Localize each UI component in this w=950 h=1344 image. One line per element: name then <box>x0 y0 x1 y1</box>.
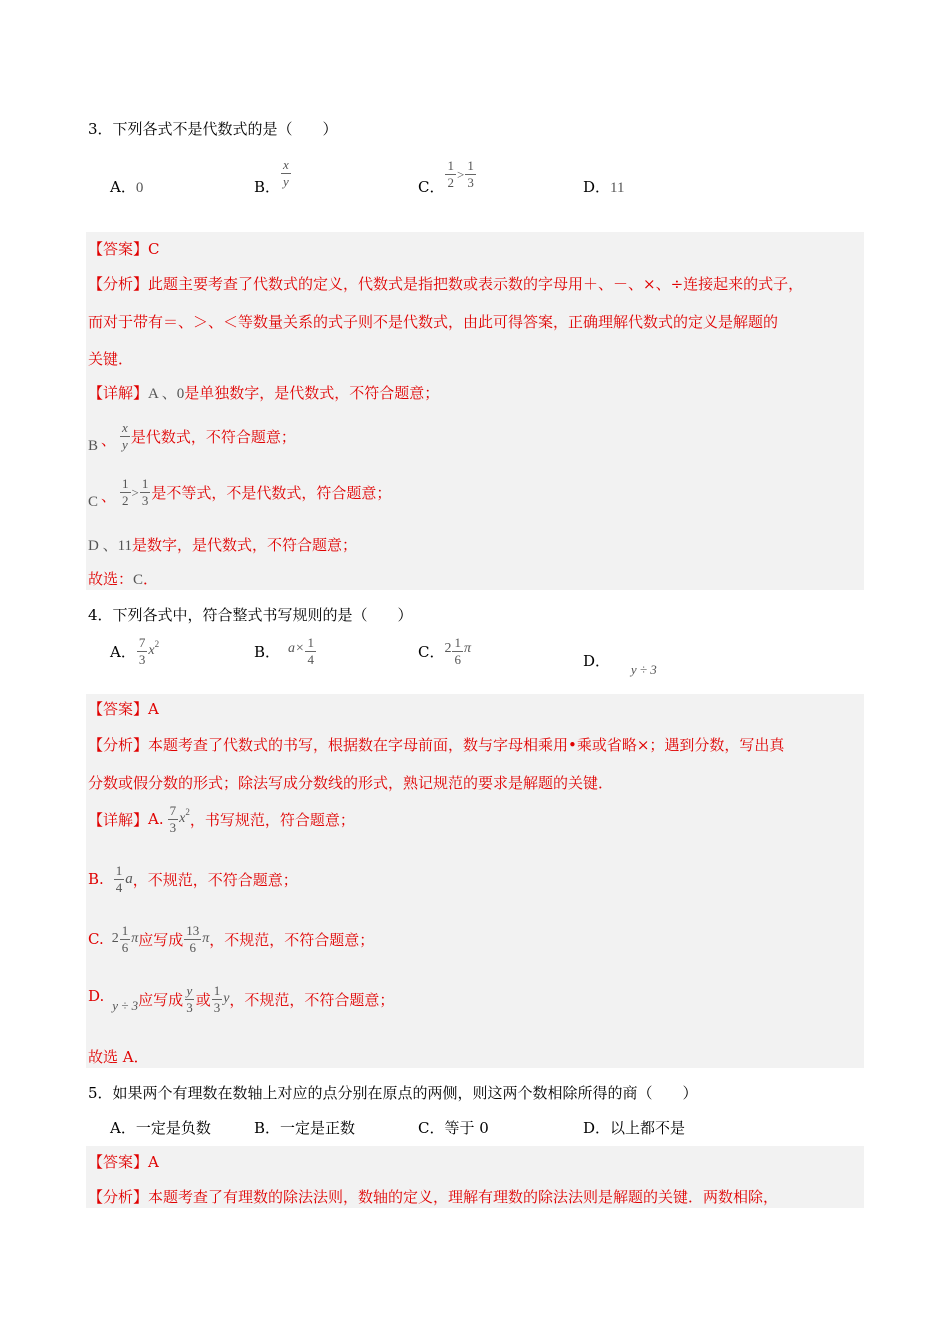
option-label: A． <box>110 642 136 661</box>
fraction: $\frac{x}{y}$ <box>122 420 128 452</box>
fraction: $\frac{7}{3}$ <box>169 803 177 835</box>
fraction: $\frac{1}{2}$ <box>122 476 129 508</box>
q5-option-c: C．等于 0 <box>418 1119 489 1137</box>
option-label: B． <box>254 642 281 661</box>
option-value: 0 <box>135 180 144 196</box>
q4-option-c: C． 2 $\frac{1}{6}$ π <box>418 635 471 667</box>
q3-answer: 【答案】C <box>88 240 160 258</box>
q3-detail-c: C 、 $\frac{1}{2}$ > $\frac{1}{3}$ 是不等式，不是代数式，符合题意； <box>88 476 392 510</box>
fraction: $\frac{1}{3}$ <box>141 476 149 508</box>
q3-option-c <box>418 152 477 197</box>
fraction: $\frac{x}{y}$ <box>283 157 289 189</box>
q4-analysis-1: 【分析】本题考查了代数式的书写，根据数在字母前面，数与字母相乘用•乘或省略×；遇到分数，写出真 <box>88 736 785 754</box>
q4-answer: 【答案】A <box>88 700 159 718</box>
option-label: C． <box>418 178 445 196</box>
fraction: $\frac{y}{3}$ <box>186 983 193 1015</box>
q3-analysis-3: 关键． <box>88 350 134 368</box>
fraction: $\frac{13}{6}$ <box>186 923 200 955</box>
fraction: $\frac{1}{3}$ <box>213 983 221 1015</box>
fraction: $\frac{1}{6}$ <box>454 635 461 667</box>
q3-stem: 3．下列各式不是代数式的是（ ） <box>88 120 338 138</box>
q5-option-b: B．一定是正数 <box>254 1119 356 1137</box>
q3-option-a <box>110 176 143 197</box>
operator: > <box>456 166 465 182</box>
q3-option-b <box>254 150 292 197</box>
fraction: $\frac{1}{4}$ <box>307 635 314 667</box>
q4-option-b: B． a× $\frac{1}{4}$ <box>254 635 314 667</box>
q5-option-a: A．一定是负数 <box>110 1119 211 1137</box>
q4-stem: 4．下列各式中，符合整式书写规则的是（ ） <box>88 606 413 624</box>
fraction: $\frac{1}{4}$ <box>115 863 123 895</box>
q4-detail-d: D. y ÷ 3 应写成 $\frac{y}{3}$ 或 $\frac{1}{3}$ y ，不规范，不符合题意； <box>88 983 395 1015</box>
q3-choose: 故选：C． <box>88 570 159 588</box>
option-label: D． <box>583 652 611 670</box>
q4-detail-a: 【详解】 A. $\frac{7}{3}$ x $^2$ ，书写规范，符合题意； <box>88 803 355 835</box>
q4-option-a: A． $\frac{7}{3}$ x $^2$ <box>110 635 160 667</box>
q3-analysis-2: 而对于带有＝、＞、＜等数量关系的式子则不是代数式，由此可得答案，正确理解代数式的定义是解题的 <box>88 313 779 331</box>
q3-detail-b: B 、 $\frac{x}{y}$ 是代数式，不符合题意； <box>88 420 296 454</box>
q5-stem: 5．如果两个有理数在数轴上对应的点分别在原点的两侧，则这两个数相除所得的商（ ） <box>88 1084 698 1102</box>
q4-detail-c: C. 2 $\frac{1}{6}$ π 应写成 $\frac{13}{6}$ π ，不规范，不符合题意； <box>88 923 375 955</box>
q4-choose: 故选 A． <box>88 1048 149 1066</box>
q5-answer: 【答案】A <box>88 1153 159 1171</box>
q5-analysis-1: 【分析】本题考查了有理数的除法法则，数轴的定义，理解有理数的除法法则是解题的关键．两数相除， <box>88 1188 779 1206</box>
q4-analysis-2: 分数或假分数的形式；除法写成分数线的形式，熟记规范的要求是解题的关键． <box>88 774 614 792</box>
option-label: D． <box>583 178 611 196</box>
option-value: 11 <box>610 180 625 196</box>
option-label: C． <box>418 642 445 661</box>
q3-detail-a: 【详解】A 、0是单独数字，是代数式，不符合题意； <box>88 384 440 402</box>
q3-analysis-1: 【分析】此题主要考查了代数式的定义，代数式是指把数或表示数的字母用＋、－、×、÷连接起来的式子， <box>88 275 804 293</box>
fraction: $\frac{1}{2}$ <box>447 158 454 190</box>
q3-detail-d: D 、11是数字，是代数式，不符合题意； <box>88 536 358 554</box>
fraction: $\frac{7}{3}$ <box>138 635 146 667</box>
fraction: $\frac{1}{3}$ <box>467 158 474 190</box>
q4-option-d: D． y ÷ 3 <box>583 652 657 677</box>
q5-option-d: D．以上都不是 <box>583 1119 686 1137</box>
q3-option-d <box>583 176 624 197</box>
q4-detail-b: B. $\frac{1}{4}$ a ，不规范，不符合题意； <box>88 863 298 895</box>
option-label: A． <box>110 178 136 196</box>
option-label: B． <box>254 178 281 196</box>
fraction: $\frac{1}{6}$ <box>121 923 129 955</box>
